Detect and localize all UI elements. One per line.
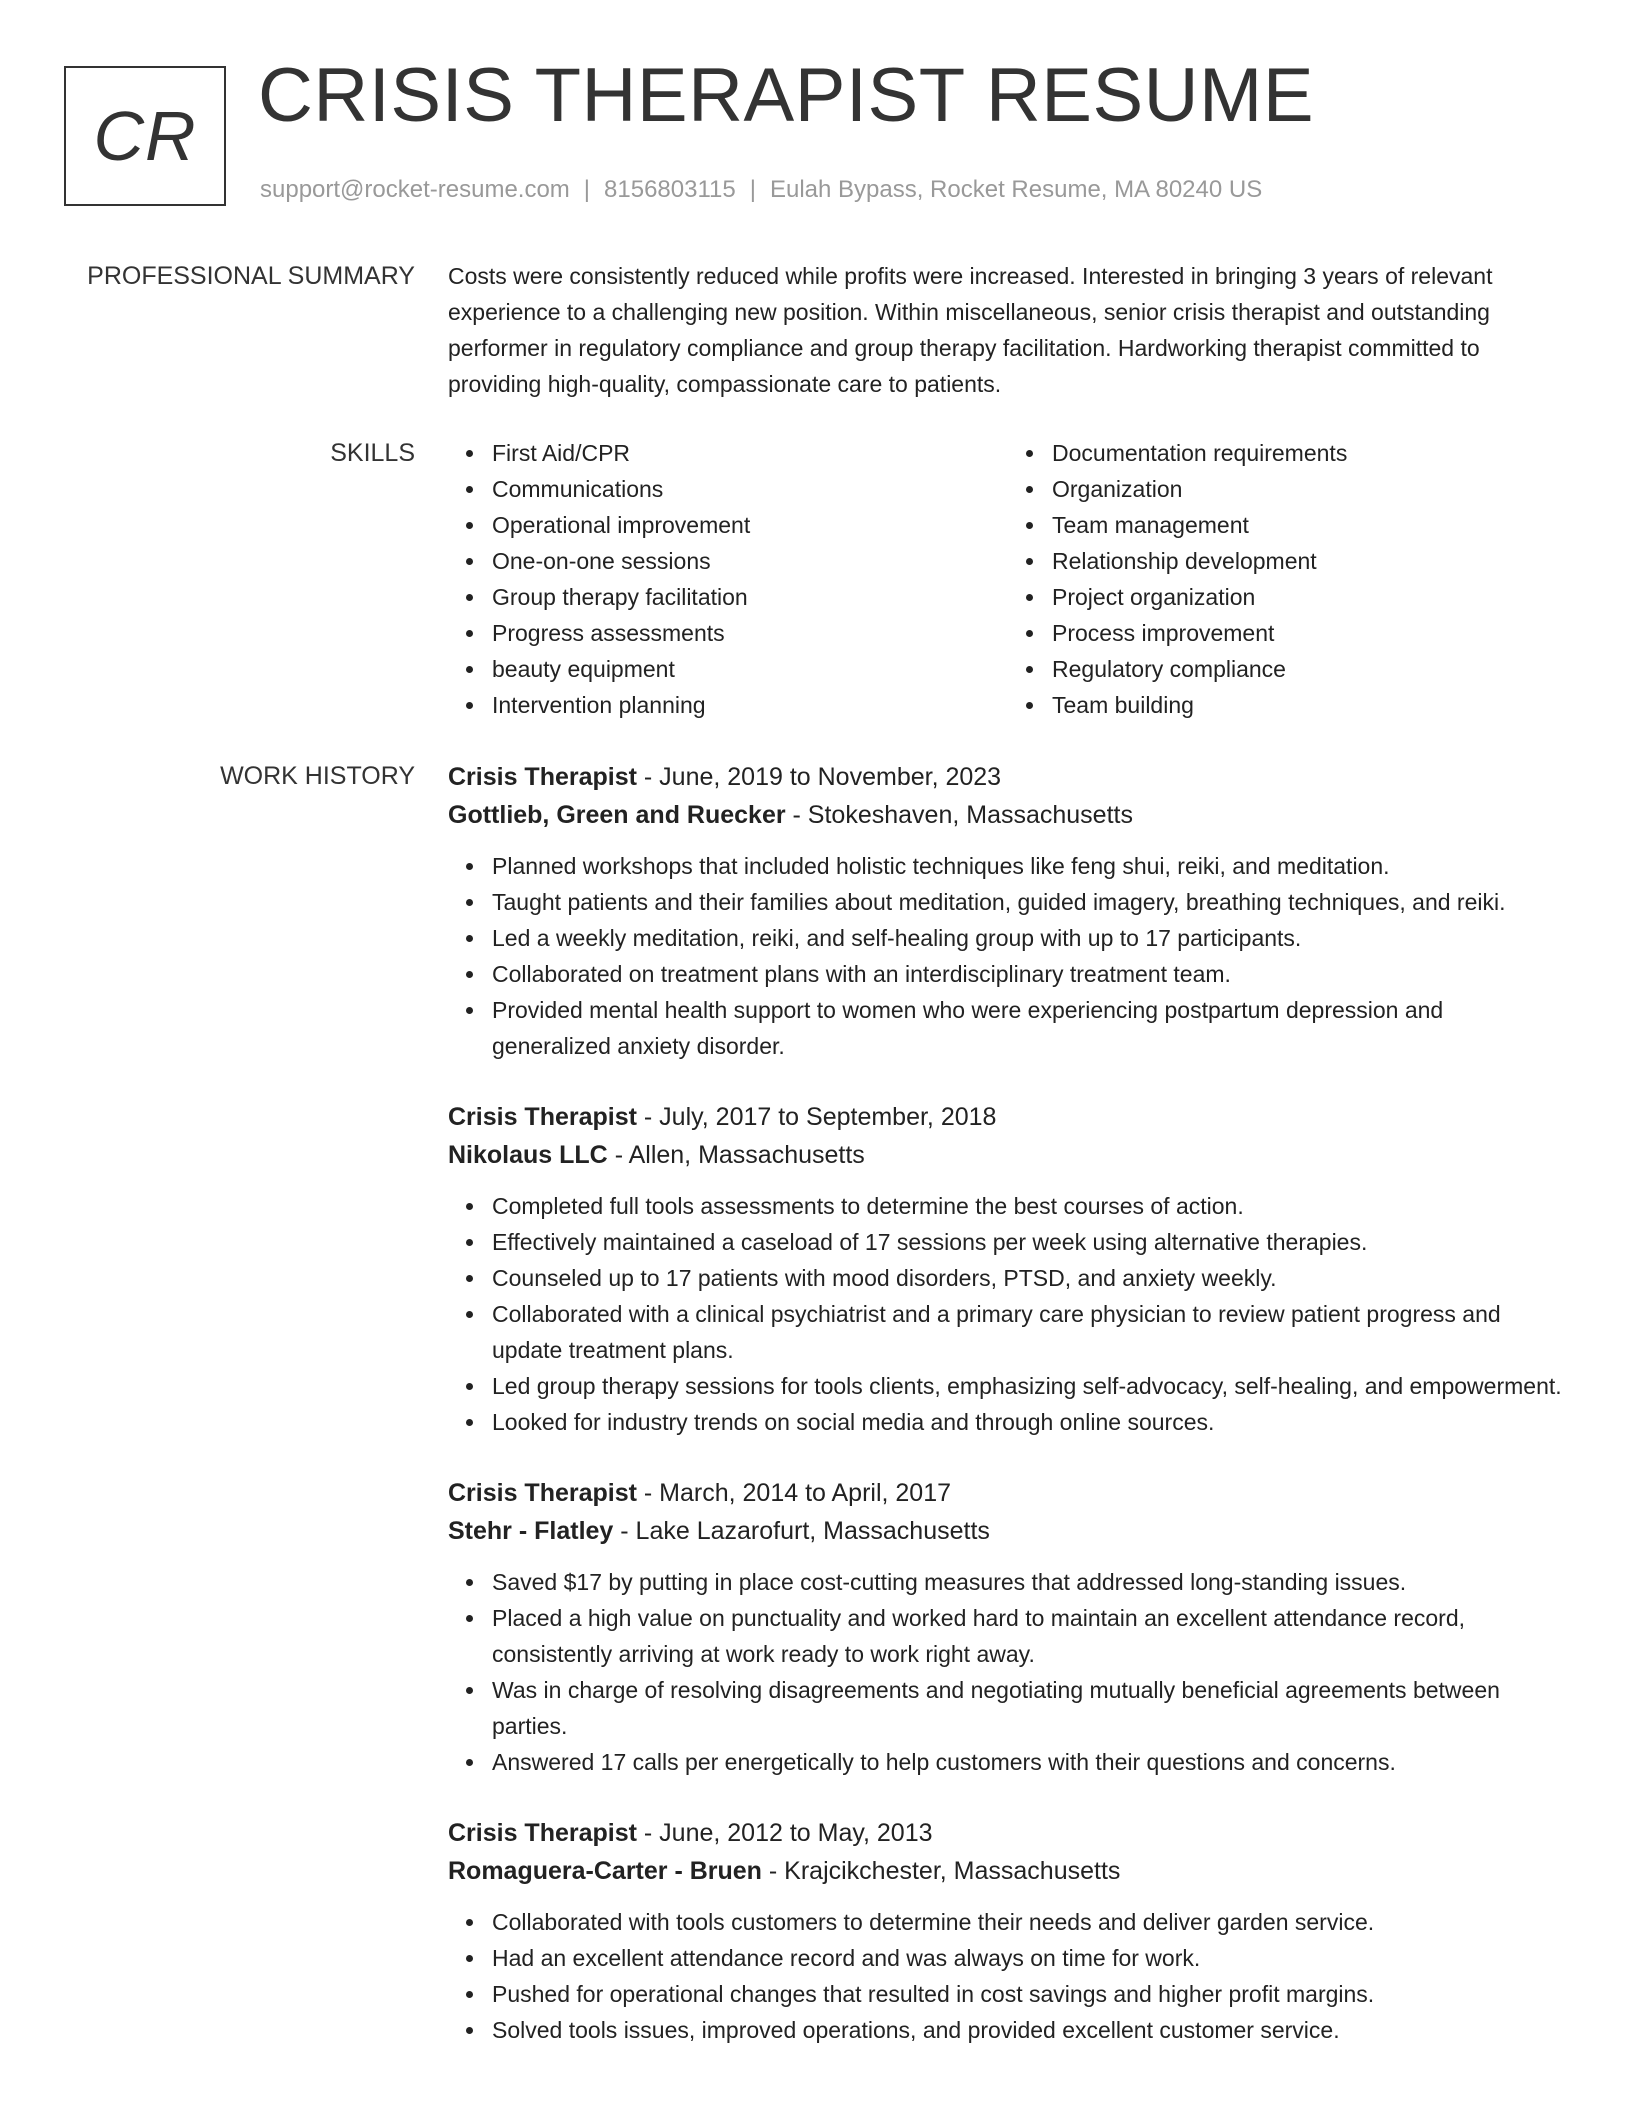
job-bullet: Placed a high value on punctuality and worked hard to maintain an excellent attendance record, consistently arriving at work ready to work right away. (492, 1600, 1568, 1672)
skills-column-right (1008, 435, 1568, 723)
skill-item: Relationship development (1052, 543, 1568, 579)
contact-phone: 8156803115 (604, 176, 736, 203)
skill-item: Progress assessments (492, 615, 1008, 651)
job-dates: - June, 2019 to November, 2023 (636, 763, 1002, 791)
job-bullet: Counseled up to 17 patients with mood disorders, PTSD, and anxiety weekly. (492, 1260, 1568, 1296)
job-bullet: Answered 17 calls per energetically to help customers with their questions and concerns. (492, 1744, 1568, 1780)
job-entry (448, 1098, 1568, 1440)
job-location: - Allen, Massachusetts (607, 1141, 865, 1169)
monogram-initials: CR (93, 97, 197, 175)
skill-item: Operational improvement (492, 507, 1008, 543)
job-location: - Lake Lazarofurt, Massachusetts (613, 1517, 990, 1545)
work-history-body (448, 758, 1568, 2082)
job-title-line (448, 1814, 1568, 1852)
job-dates: - June, 2012 to May, 2013 (636, 1819, 933, 1847)
job-company: Nikolaus LLC (448, 1141, 608, 1169)
skill-item: First Aid/CPR (492, 435, 1008, 471)
skill-item: One-on-one sessions (492, 543, 1008, 579)
job-title: Crisis Therapist (448, 1479, 637, 1507)
job-bullet: Solved tools issues, improved operations, and provided excellent customer service. (492, 2012, 1568, 2048)
skills-column-left (448, 435, 1008, 723)
job-company-line (448, 1136, 1568, 1174)
job-bullet: Completed full tools assessments to determine the best courses of action. (492, 1188, 1568, 1224)
job-company: Gottlieb, Green and Ruecker (448, 801, 786, 829)
skill-item: Intervention planning (492, 687, 1008, 723)
job-bullet: Had an excellent attendance record and was always on time for work. (492, 1940, 1568, 1976)
job-company: Romaguera-Carter - Bruen (448, 1857, 762, 1885)
job-entry (448, 1814, 1568, 2048)
job-bullet: Effectively maintained a caseload of 17 sessions per week using alternative therapies. (492, 1224, 1568, 1260)
skill-item: Regulatory compliance (1052, 651, 1568, 687)
job-title: Crisis Therapist (448, 1819, 637, 1847)
contact-separator: | (583, 176, 591, 203)
skill-item: Documentation requirements (1052, 435, 1568, 471)
skill-item: Communications (492, 471, 1008, 507)
contact-address: Eulah Bypass, Rocket Resume, MA 80240 US (769, 176, 1263, 203)
contact-email: support@rocket-resume.com (260, 176, 570, 203)
job-company-line (448, 1852, 1568, 1890)
job-location: - Krajcikchester, Massachusetts (761, 1857, 1121, 1885)
job-bullet: Looked for industry trends on social media and through online sources. (492, 1404, 1568, 1440)
job-title: Crisis Therapist (448, 763, 637, 791)
job-title-line (448, 758, 1568, 796)
job-bullet: Led group therapy sessions for tools clients, emphasizing self-advocacy, self-healing, and empowerment. (492, 1368, 1568, 1404)
contact-separator: | (749, 176, 756, 203)
job-bullet: Planned workshops that included holistic techniques like feng shui, reiki, and meditation. (492, 848, 1568, 884)
job-dates: - July, 2017 to September, 2018 (636, 1103, 997, 1131)
skills-grid (448, 435, 1568, 723)
job-entry (448, 758, 1568, 1064)
job-bullet: Saved $17 by putting in place cost-cutting measures that addressed long-standing issues. (492, 1564, 1568, 1600)
skill-item: Group therapy facilitation (492, 579, 1008, 615)
job-company: Stehr - Flatley (448, 1517, 614, 1545)
job-title-line (448, 1098, 1568, 1136)
job-bullets (448, 1564, 1568, 1780)
skills-body (448, 435, 1568, 723)
monogram-box (64, 66, 226, 206)
skill-item: Project organization (1052, 579, 1568, 615)
skill-item: Team building (1052, 687, 1568, 723)
job-bullets (448, 848, 1568, 1064)
skill-item: Team management (1052, 507, 1568, 543)
job-bullet: Provided mental health support to women who were experiencing postpartum depression and generalized anxiety disorder. (492, 992, 1568, 1064)
job-title-line (448, 1474, 1568, 1512)
section-label-summary: PROFESSIONAL SUMMARY (87, 262, 415, 290)
job-location: - Stokeshaven, Massachusetts (785, 801, 1133, 829)
job-bullet: Taught patients and their families about meditation, guided imagery, breathing techniques, and reiki. (492, 884, 1568, 920)
job-bullet: Collaborated on treatment plans with an interdisciplinary treatment team. (492, 956, 1568, 992)
job-bullet: Led a weekly meditation, reiki, and self-healing group with up to 17 participants. (492, 920, 1568, 956)
page-title: CRISIS THERAPIST RESUME (258, 53, 1315, 138)
job-dates: - March, 2014 to April, 2017 (636, 1479, 952, 1507)
skill-item: beauty equipment (492, 651, 1008, 687)
section-label-work-history: WORK HISTORY (220, 762, 415, 790)
section-label-skills: SKILLS (330, 439, 415, 467)
job-bullets (448, 1188, 1568, 1440)
skill-item: Process improvement (1052, 615, 1568, 651)
job-bullet: Collaborated with tools customers to determine their needs and deliver garden service. (492, 1904, 1568, 1940)
job-entry (448, 1474, 1568, 1780)
skill-item: Organization (1052, 471, 1568, 507)
job-title: Crisis Therapist (448, 1103, 637, 1131)
job-bullets (448, 1904, 1568, 2048)
summary-body (448, 258, 1568, 402)
job-bullet: Pushed for operational changes that resulted in cost savings and higher profit margins. (492, 1976, 1568, 2012)
job-company-line (448, 1512, 1568, 1550)
job-bullet: Was in charge of resolving disagreements and negotiating mutually beneficial agreements between parties. (492, 1672, 1568, 1744)
job-bullet: Collaborated with a clinical psychiatrist and a primary care physician to review patient progress and update treatment plans. (492, 1296, 1568, 1368)
summary-text: Costs were consistently reduced while profits were increased. Interested in bringing 3 years of relevant experience to a challenging new position. Within miscellaneous, senior crisis therapist and outstanding performer in regulatory compliance and group therapy facilitation. Hardworking therapist committed to providing high-quality, compassionate care to patients. (448, 263, 1493, 397)
contact-line (260, 176, 1262, 205)
job-company-line (448, 796, 1568, 834)
